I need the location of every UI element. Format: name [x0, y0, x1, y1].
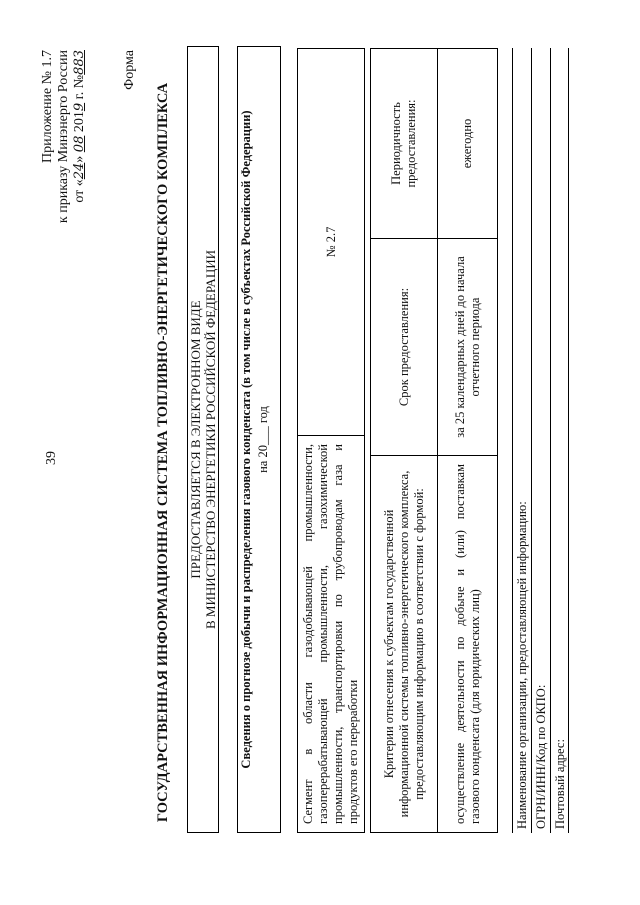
segment-table [297, 48, 360, 833]
deadline-header: Срок предоставления: [371, 239, 438, 456]
frequency-value: ежегодно [438, 49, 498, 239]
appendix-order: к приказу Минэнерго России [56, 50, 71, 224]
submission-line-1: ПРЕДОСТАВЛЯЕТСЯ В ЭЛЕКТРОННОМ ВИДЕ [188, 300, 203, 579]
appendix-title: Приложение № 1.7 [40, 50, 55, 163]
form-label: Форма [122, 50, 137, 90]
submission-box [187, 46, 219, 833]
org-address-label: Почтовый адрес: [553, 739, 567, 829]
appendix-date: от «24» 08 2019 г. №883 [72, 50, 87, 203]
report-period: на 20___ год [256, 406, 270, 473]
criteria-header: Критерии отнесения к субъектам государственной информационной системы топливно-энергетического комплекса, предоставляющим информацию в соответствии с формой: [371, 456, 438, 833]
segment-cell: Сегмент в области газодобывающей промышленности, газоперерабатывающей промышленности, газохимической промышленности, транспортировки по трубопроводам газа и продуктов его переработки [298, 436, 365, 833]
main-title: ГОСУДАРСТВЕННАЯ ИНФОРМАЦИОННАЯ СИСТЕМА ТОПЛИВНО-ЭНЕРГЕТИЧЕСКОГО КОМПЛЕКСА [155, 82, 171, 823]
org-ogrn-label: ОГРН/ИНН/Код по ОКПО: [532, 48, 551, 833]
page-number: 39 [44, 451, 59, 465]
criteria-value: осуществление деятельности по добыче и (или) поставкам газового конденсата (для юридических лиц) [438, 456, 498, 833]
appendix-header [40, 50, 88, 223]
report-title-box [237, 46, 281, 833]
deadline-value: за 25 календарных дней до начала отчетного периода [438, 239, 498, 456]
frequency-header: Периодичность предоставления: [371, 49, 438, 239]
organization-info [512, 48, 569, 833]
report-title: Сведения о прогнозе добычи и распределения газового конденсата (в том числе в субъектах Российской Федерации) [239, 110, 253, 769]
handwritten-day: 24 [72, 162, 87, 180]
org-name-label: Наименование организации, предоставляющей информацию: [513, 48, 532, 833]
handwritten-number: 883 [72, 50, 87, 75]
form-number-cell: № 2.7 [298, 49, 365, 436]
criteria-table [370, 48, 498, 833]
handwritten-year: 9 [72, 102, 87, 112]
handwritten-month: 08 [72, 135, 87, 153]
submission-line-2: В МИНИСТЕРСТВО ЭНЕРГЕТИКИ РОССИЙСКОЙ ФЕДЕРАЦИИ [203, 250, 218, 629]
